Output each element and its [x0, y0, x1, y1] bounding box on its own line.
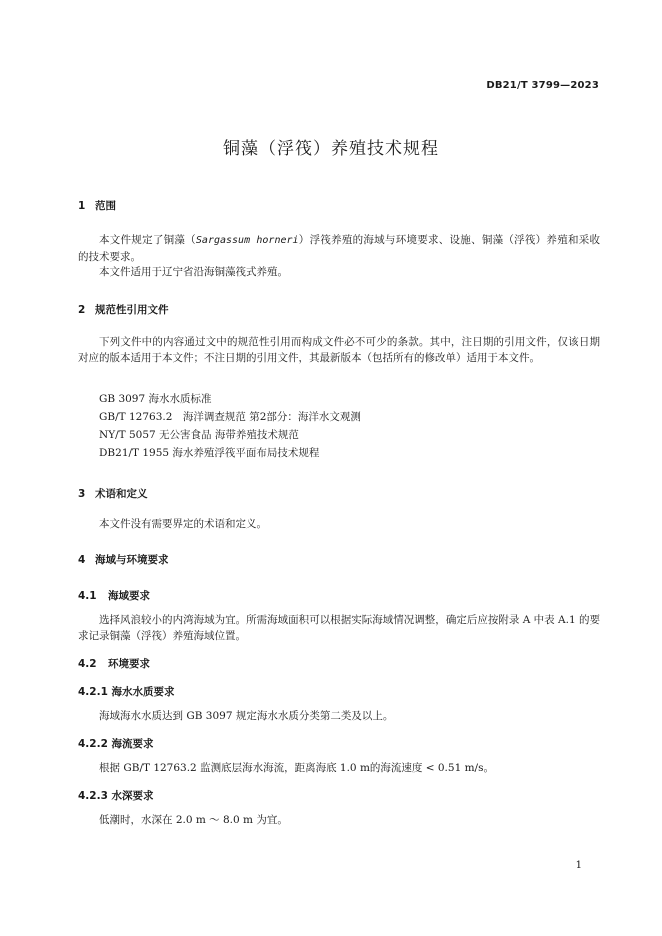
section-4-heading: [78, 552, 169, 567]
normative-reference-list: [99, 390, 361, 462]
subsection-4-2-3-heading: 4.2.3 水深要求: [78, 790, 154, 802]
subsection-4-2-3-paragraph: 低潮时，水深在 2.0 m ～ 8.0 m 为宜。: [99, 814, 288, 826]
subsection-4-2-1-heading: 4.2.1 海水水质要求: [78, 686, 175, 698]
subsection-title: 环境要求: [108, 658, 150, 670]
document-code: DB21/T 3799—2023: [486, 80, 599, 91]
subsection-number: 4.1: [78, 590, 97, 602]
subsection-4-2-2-heading: 4.2.2 海流要求: [78, 738, 154, 750]
subsection-4-2-2-paragraph: 根据 GB/T 12763.2 监测底层海水海流，距离海底 1.0 m的海流速度 < 0.51 m/s。: [99, 762, 494, 774]
reference-item: GB 3097 海水水质标准: [99, 393, 212, 405]
section-1-paragraph-2: 本文件适用于辽宁省沿海铜藻筏式养殖。: [99, 266, 288, 278]
subsection-4-1-paragraph: 选择风浪较小的内湾海域为宜。所需海域面积可以根据实际海域情况调整，确定后应按附录 A 中表 A.1 的要求记录铜藻（浮筏）养殖海域位置。: [78, 614, 600, 642]
section-2-heading: [78, 302, 169, 317]
subsection-title: 海域要求: [108, 590, 150, 602]
section-3-heading: [78, 486, 148, 501]
section-number: 4: [78, 554, 86, 566]
section-1-heading: [78, 198, 116, 213]
reference-item: DB21/T 1955 海水养殖浮筏平面布局技术规程: [99, 447, 320, 459]
section-number: 1: [78, 200, 86, 212]
document-title: 铜藻（浮筏）养殖技术规程: [223, 139, 439, 159]
subsection-4-2-heading: [78, 656, 150, 671]
section-number: 3: [78, 488, 86, 500]
section-title: 规范性引用文件: [95, 304, 169, 316]
section-title: 海域与环境要求: [95, 554, 169, 566]
section-3-paragraph: 本文件没有需要界定的术语和定义。: [99, 518, 267, 530]
section-number: 2: [78, 304, 86, 316]
section-title: 术语和定义: [95, 488, 148, 500]
subsection-4-2-1-paragraph: 海域海水水质达到 GB 3097 规定海水水质分类第二类及以上。: [99, 710, 394, 722]
section-1-paragraph-1: 本文件规定了铜藻（Sargassum horneri）浮筏养殖的海域与环境要求、设施、铜藻（浮筏）养殖和采收的技术要求。: [78, 234, 601, 263]
section-2-paragraph: 下列文件中的内容通过文中的规范性引用而构成文件必不可少的条款。其中，注日期的引用文件，仅该日期对应的版本适用于本文件；不注日期的引用文件，其最新版本（包括所有的修改单）适用于本文件。: [78, 336, 600, 364]
subsection-4-1-heading: [78, 588, 150, 603]
species-name: Sargassum horneri: [195, 235, 299, 246]
page-number: 1: [575, 860, 582, 871]
reference-item: GB/T 12763.2 海洋调查规范 第2部分：海洋水文观测: [99, 411, 361, 423]
section-title: 范围: [95, 200, 116, 212]
subsection-number: 4.2: [78, 658, 97, 670]
reference-item: NY/T 5057 无公害食品 海带养殖技术规范: [99, 429, 299, 441]
